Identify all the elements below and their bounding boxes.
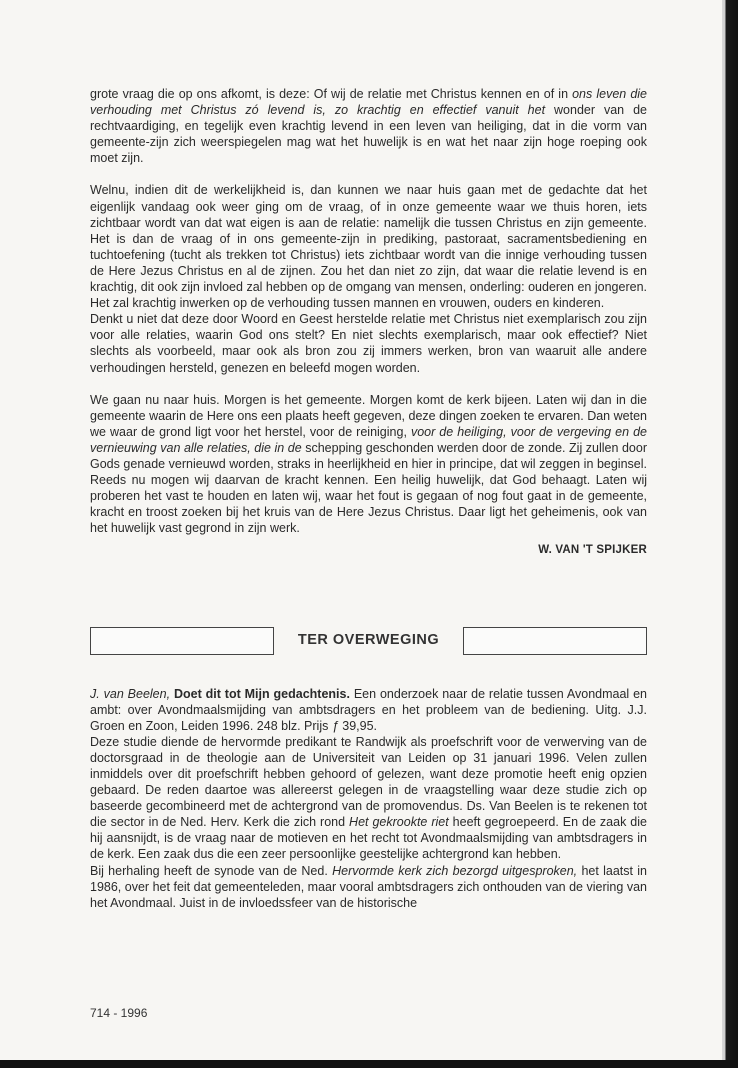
page-content <box>90 86 647 911</box>
banner-left-box <box>90 627 274 655</box>
text-run: voor de heiliging, voor de vergeving en de vernieuwing van alle relaties, die in de <box>90 424 647 455</box>
text-run: Een onderzoek naar de relatie tussen Avondmaal en ambt: over Avondmaalsmijding van ambtsdragers en het probleem van de bediening. Uitg. J.J. Groen en Zoon, Leiden 1996. 248 blz. Prijs <box>90 686 647 733</box>
page-number: 714 - 1996 <box>90 1006 148 1020</box>
text-run: schepping geschonden werden door de zonde. Zij zullen door Gods genade vernieuwd worden, straks in heerlijkheid en hier in principe, dat wil zeggen in beginsel. Reeds nu mogen wij daarvan de kracht kennen. Een heilig huwelijk, dat God behaagt. Laten wij proberen het vast te houden en laten wij, waar het fout is gegaan of nog fout gaat in de gemeente, kracht en troost zoeken bij het kruis van de Here Jezus Christus. Daar ligt het geheimenis, ook van het huwelijk vast gegrond in zijn werk. <box>90 440 647 536</box>
text-run: We gaan nu naar huis. Morgen is het gemeente. Morgen komt de kerk bijeen. Laten wij dan in die gemeente waarin de Here ons een plaats heeft gegeven, deze dingen zoeken te ervaren. Dan weten we waar de grond ligt voor het herstel, voor de reiniging, <box>90 392 647 439</box>
text-run: wonder van de rechtvaardiging, en tegelijk even krachtig levend in een leven van heiliging, dat in die vorm van gemeente-zijn zich weerspiegelen mag wat het huwelijk is en wat het naar zijn hoge roeping ook moet zijn. <box>90 103 647 166</box>
article-paragraph-4 <box>90 392 647 537</box>
text-run: Bij herhaling heeft de synode van de Ned. <box>90 863 333 878</box>
article-paragraph-2 <box>90 182 647 311</box>
text-run: ons leven die verhouding met Christus zó levend is, zo krachtig en effectief vanuit het <box>90 87 647 118</box>
article-paragraph-3 <box>90 311 647 375</box>
section-title: TER OVERWEGING <box>297 632 440 649</box>
author-signature: W. VAN 'T SPIJKER <box>538 544 647 557</box>
text-run: Deze studie diende de hervormde predikant te Randwijk als proefschrift voor de verwerving van de doctorsgraad in de theologie aan de Universiteit van Leiden op 31 januari 1996. Velen zullen inmiddels over dit proefschrift hebben gehoord of gelezen, want deze promotie heeft enig opzien gebaard. De reden daartoe was allereerst gelegen in de vraagstelling waar deze studie zich op baseerde gecombineerd met de achtergrond van de promovendus. Ds. Van Beelen is te rekenen tot die sector in de Ned. Herv. Kerk die zich rond <box>90 734 647 830</box>
text-run: heeft gegroepeerd. En de zaak die hij aansnijdt, is de vraag naar de motieven en het recht tot Avondmaalsmijding van ambtsdragers in de kerk. Een zaak dus die een zeer persoonlijke geestelijke achtergrond kan hebben. <box>90 815 647 862</box>
article-paragraph-1 <box>90 86 647 166</box>
text-run: Denkt u niet dat deze door Woord en Geest herstelde relatie met Christus niet exemplarisch zou zijn voor alle relaties, waarin God ons stelt? En niet slechts exemplarisch, maar ook effectief? Niet slechts als voorbeeld, maar ook als bron zou zij immers werken, bron van waaruit alle andere verhoudingen hersteld, genezen en beleefd mogen worden. <box>90 312 647 375</box>
text-run: Doet dit tot Mijn gedachtenis. <box>173 686 350 701</box>
text-run: Hervormde kerk zich bezorgd uitgesproken, <box>332 863 578 878</box>
text-run: grote vraag die op ons afkomt, is deze: Of wij de relatie met Christus kennen en of in <box>90 87 573 101</box>
banner-right-box <box>463 627 647 655</box>
text-run: J. van Beelen, <box>90 686 171 701</box>
scan-edge-bottom <box>0 1060 738 1068</box>
text-run: Welnu, indien dit de werkelijkheid is, dan kunnen we naar huis gaan met de gedachte dat het eigenlijk vandaag ook weer ging om de vraag, of in onze gemeente waar we thuis horen, iets zichtbaar wordt van dat wat eigen is aan de relatie: namelijk die tussen Christus en zijn gemeente. Het is dan de vraag of in ons gemeente-zijn in prediking, pastoraat, sacramentsbediening en tuchtoefening (tucht als trekken tot Christus) iets zichtbaar wordt van die innige verhouding tussen de Here Jezus Christus en al de zijnen. Zou het dan niet zo zijn, dat waar die relatie levend is en krachtig, dit ook zijn invloed zal hebben op de omgang van mensen, onderling: ouderen en jongeren. Het zal krachtig inwerken op de verhouding tussen mannen en vrouwen, ouders en kinderen. <box>90 183 647 311</box>
review-paragraph-3 <box>90 863 647 911</box>
book-review <box>90 686 647 911</box>
review-paragraph-2 <box>90 734 647 863</box>
text-run: Het gekrookte riet <box>349 815 449 830</box>
text-run: 39,95. <box>338 718 378 733</box>
scan-edge-right <box>722 0 738 1068</box>
section-banner <box>90 627 647 655</box>
review-paragraph-1 <box>90 686 647 734</box>
text-run: het laatst in 1986, over het feit dat gemeenteleden, maar vooral ambtsdragers zich onthouden van de viering van het Avondmaal. Juist in de invloedssfeer van de historische <box>90 863 648 910</box>
text-run: ƒ <box>331 718 339 733</box>
